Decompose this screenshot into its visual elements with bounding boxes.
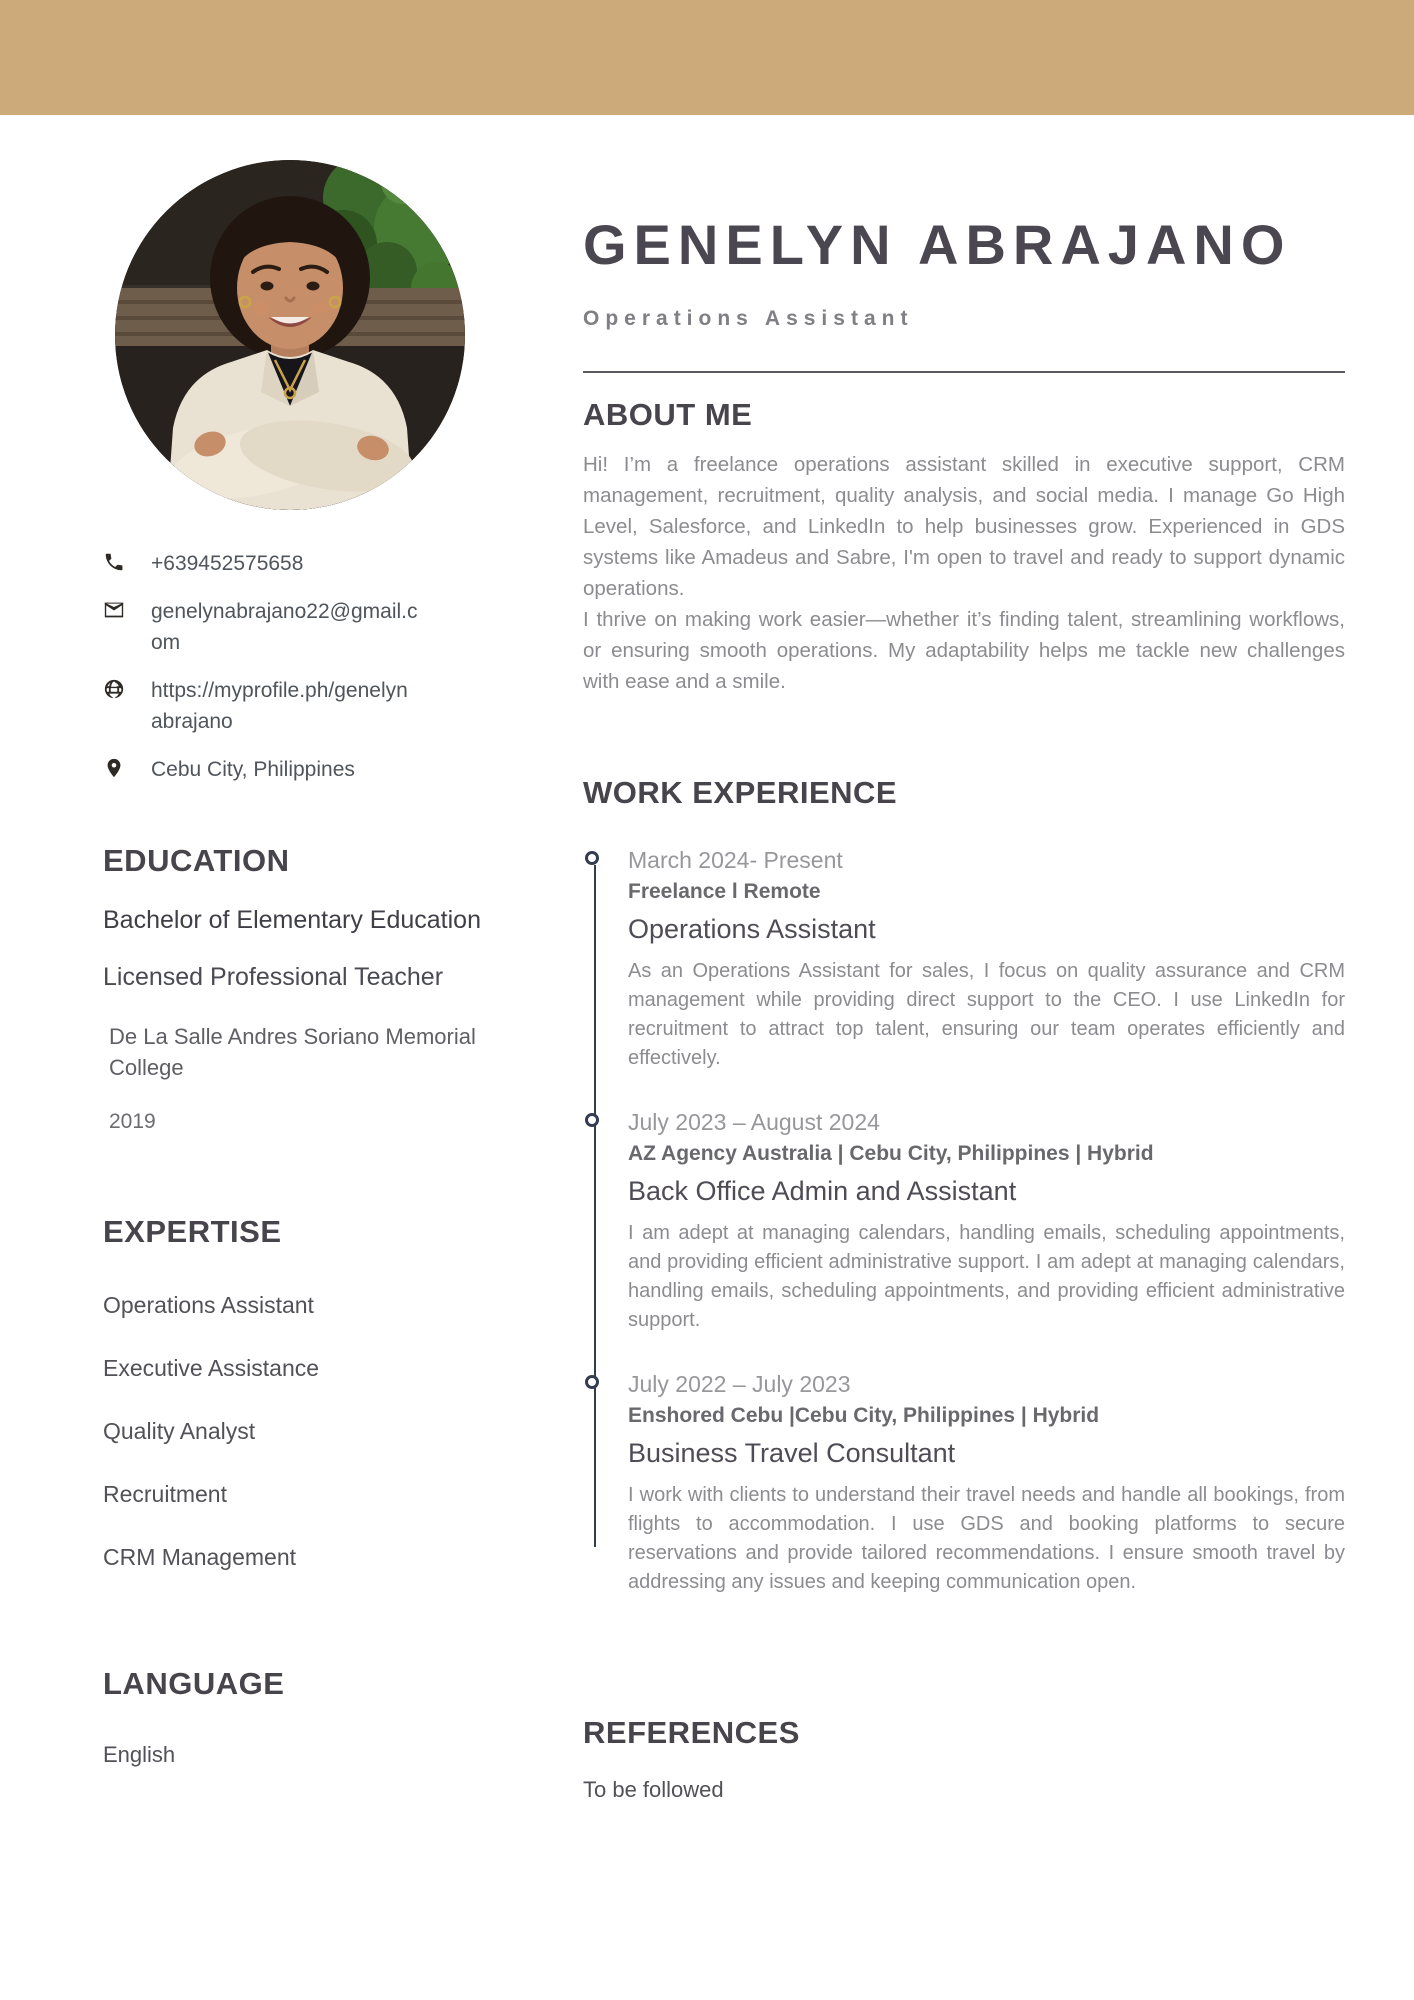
entry-dates: July 2023 – August 2024 (628, 1109, 880, 1135)
contact-website-row (103, 675, 503, 737)
timeline-dot-icon (585, 851, 599, 865)
entry-job-title: Operations Assistant (628, 914, 876, 944)
expertise-item: Operations Assistant (103, 1291, 314, 1318)
language-item: English (103, 1741, 176, 1767)
references-text: To be followed (583, 1777, 724, 1802)
contact-website: https://myprofile.ph/genelynabrajano (151, 679, 408, 733)
right-column (583, 115, 1345, 1803)
profile-photo (115, 160, 465, 510)
about-text (583, 449, 1345, 697)
experience-entry (628, 1371, 1345, 1597)
entry-company: Freelance l Remote (628, 880, 821, 903)
contact-location-row (103, 754, 503, 785)
header-divider (583, 371, 1345, 373)
timeline-dot-icon (585, 1113, 599, 1127)
entry-description: As an Operations Assistant for sales, I focus on quality assurance and CRM management while providing direct support to the CEO. I use LinkedIn for recruitment to attract top talent, ensuring our team operates efficiently and effectively. (628, 960, 1345, 1069)
about-heading: ABOUT ME (583, 397, 753, 432)
contact-email: genelynabrajano22@gmail.com (151, 600, 418, 654)
expertise-item: Recruitment (103, 1480, 227, 1507)
education-heading: EDUCATION (103, 843, 290, 878)
education-school: De La Salle Andres Soriano Memorial College (109, 1024, 476, 1080)
experience-entry (628, 1109, 1345, 1335)
experience-timeline (583, 847, 1345, 1597)
entry-dates: July 2022 – July 2023 (628, 1371, 851, 1397)
contact-email-row (103, 596, 503, 658)
person-title: Operations Assistant (583, 307, 914, 330)
timeline-dot-icon (585, 1375, 599, 1389)
entry-dates: March 2024- Present (628, 847, 843, 873)
entry-company: Enshored Cebu |Cebu City, Philippines | Hybrid (628, 1404, 1100, 1427)
education-year: 2019 (109, 1109, 156, 1133)
location-pin-icon (103, 757, 129, 784)
phone-icon (103, 551, 129, 578)
work-experience-heading: WORK EXPERIENCE (583, 775, 898, 810)
expertise-item: Executive Assistance (103, 1354, 320, 1381)
email-icon (103, 599, 129, 626)
profile-photo-illustration (115, 160, 465, 510)
top-accent-bar (0, 0, 1414, 115)
about-paragraph-2: I thrive on making work easier—whether it’s finding talent, streamlining workflows, or ensuring smooth operations. My adaptability helps me tackle new challenges with ease and a smile. (583, 608, 1345, 693)
left-column (103, 115, 503, 1768)
entry-job-title: Business Travel Consultant (628, 1438, 956, 1468)
references-heading: REFERENCES (583, 1715, 800, 1750)
language-heading: LANGUAGE (103, 1665, 285, 1701)
expertise-item: Quality Analyst (103, 1417, 256, 1444)
website-globe-icon (103, 678, 129, 705)
contact-location: Cebu City, Philippines (151, 758, 355, 781)
education-degree: Bachelor of Elementary Education (103, 906, 481, 934)
entry-description: I work with clients to understand their travel needs and handle all bookings, from flights to accommodation. I use GDS and booking platforms to secure reservations and provide tailored recommendations. I ensure smooth travel by addressing any issues and keeping communication open. (628, 1484, 1345, 1593)
experience-entry (628, 847, 1345, 1073)
contact-phone-row (103, 548, 503, 579)
expertise-item: CRM Management (103, 1543, 297, 1570)
expertise-heading: EXPERTISE (103, 1213, 282, 1249)
entry-job-title: Back Office Admin and Assistant (628, 1176, 1017, 1206)
contact-section (103, 548, 503, 785)
contact-phone: +639452575658 (151, 552, 304, 575)
entry-company: AZ Agency Australia | Cebu City, Philippines | Hybrid (628, 1142, 1154, 1165)
person-name: GENELYN ABRAJANO (583, 213, 1292, 276)
education-license: Licensed Professional Teacher (103, 962, 444, 991)
entry-description: I am adept at managing calendars, handling emails, scheduling appointments, and providing efficient administrative support. I am adept at managing calendars, handling emails, scheduling appointments, and providing efficient administrative support. (628, 1222, 1345, 1331)
about-paragraph-1: Hi! I’m a freelance operations assistant skilled in executive support, CRM management, recruitment, quality analysis, and social media. I manage Go High Level, Salesforce, and LinkedIn to help businesses grow. Experienced in GDS systems like Amadeus and Sabre, I'm open to travel and ready to support dynamic operations. (583, 453, 1345, 600)
